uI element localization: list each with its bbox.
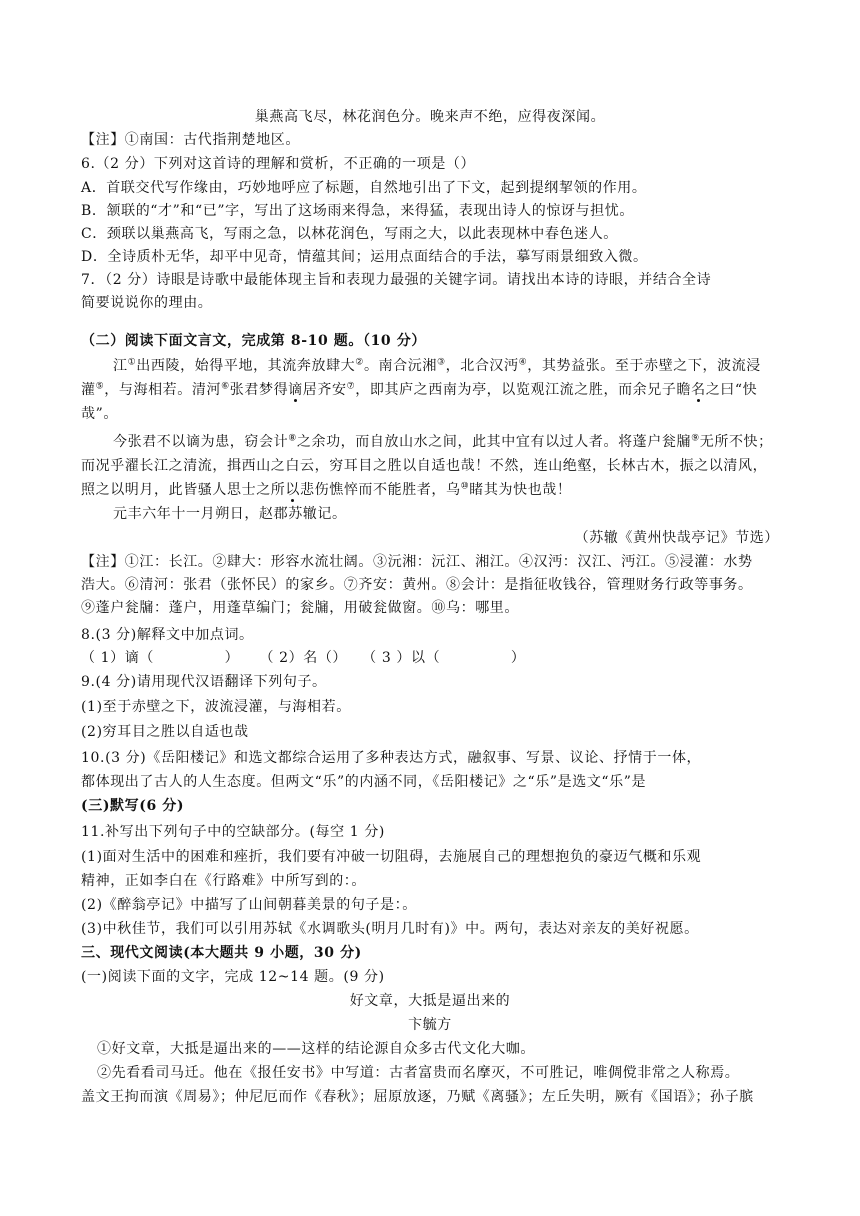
q11-item-3: (3)中秋佳节，我们可以引用苏轼《水调歌头(明月几时有)》中。两句，表达对亲友的美好祝愿。: [81, 921, 699, 937]
dotted-word-ming: 名: [691, 382, 706, 398]
q9-sentence-1: (1)至于赤壁之下，波流浸灌，与海相若。: [81, 699, 351, 715]
q6-option-a: A．首联交代写作缘由，巧妙地呼应了标题，自然地引出了下文，起到提纲挈领的作用。: [81, 180, 647, 196]
dotted-word-yi: 以: [285, 482, 301, 498]
classical-p2-line-1: 今张君不以谪为患，窃会计⑧之余功，而自放山水之间，此其中宜有以过人者。将蓬户瓮牖⑨无所不快；: [113, 433, 773, 450]
article-p2-line-1: ②先看看司马迁。他在《报任安书》中写道：古者富贵而名摩灭，不可胜记，唯倜傥非常之人称焉。: [97, 1065, 740, 1081]
classical-source: （苏辙《黄州快哉亭记》节选）: [574, 530, 779, 546]
section2-heading: （二）阅读下面文言文，完成第 8-10 题。（10 分）: [81, 333, 426, 349]
q11-item-2: (2)《醉翁亭记》中描写了山间朝暮美景的句子是：。: [81, 897, 417, 913]
article-p1: ①好文章，大抵是逼出来的——这样的结论源自众多古代文化大咖。: [97, 1041, 535, 1057]
q6-option-c: C．颈联以巢燕高飞，写雨之急，以林花润色，写雨之大，以此表现林中春色迷人。: [81, 226, 618, 242]
q8-blanks: （ 1）谪（ ） （ 2）名（） （ 3 ）以（ ）: [81, 650, 526, 666]
q6-stem: 6.（2 分）下列对这首诗的理解和赏析，不正确的一项是（）: [81, 156, 476, 172]
q7-line-1: 7．（2 分）诗眼是诗歌中最能体现主旨和表现力最强的关键字词。请找出本诗的诗眼，并结合全诗: [81, 272, 712, 288]
dotted-word-zhe: 谪: [288, 382, 303, 398]
classical-note-3: ⑨蓬户瓮牖：蓬户，用蓬草编门；瓮牖，用破瓮做窗。⑩乌：哪里。: [81, 600, 519, 616]
part3-heading: 三、现代文阅读(本大题共 9 小题，30 分): [81, 945, 362, 961]
classical-p2-line-2: 而况乎濯长江之清流，揖西山之白云，穷耳目之胜以自适也哉！不然，连山绝壑，长林古木，振之以清风，: [81, 458, 768, 474]
q8-stem: 8.(3 分)解释文中加点词。: [81, 627, 254, 643]
classical-note-2: 浩大。⑥清河：张君（张怀民）的家乡。⑦齐安：黄州。⑧会计：是指征收钱谷，管理财务行政等事务。: [81, 577, 753, 593]
section3-heading: (三)默写(6 分): [81, 798, 185, 814]
q11-item-1a: (1)面对生活中的困难和痤折，我们要有冲破一切阻碍，去施展自己的理想抱负的豪迈气概和乐观: [81, 849, 702, 865]
poem-note: 【注】①南国：古代指荆楚地区。: [81, 132, 300, 148]
q6-option-d: D．全诗质朴无华，却平中见奇，情蕴其间；运用点面结合的手法，摹写雨景细致入微。: [81, 249, 648, 265]
classical-p1-line-2: 灌⑤，与海相若。清河⑥张君梦得谪居齐安⑦，即其庐之西南为亭，以览观江流之胜，而余兄子瞻名之曰“快: [81, 381, 758, 398]
classical-p3: 元丰六年十一月朔日，赵郡苏辙记。: [113, 506, 347, 522]
classical-note-1: 【注】①江：长江。②肆大：形容水流壮阔。③沅湘：沅江、湘江。④汉沔：汉江、沔江。⑤浸灌：水势: [81, 554, 753, 570]
q10-line-1: 10.(3 分)《岳阳楼记》和选文都综合运用了多种表达方式，融叙事、写景、议论、抒情于一体，: [81, 750, 702, 766]
part3-subheading: (一)阅读下面的文字，完成 12~14 题。(9 分): [81, 969, 385, 985]
q7-line-2: 简要说说你的理由。: [81, 295, 213, 311]
q6-option-b: B．颔联的“才”和“已”字，写出了这场雨来得急，来得猛，表现出诗人的惊讶与担忧。: [81, 203, 634, 219]
classical-p1-line-3: 哉”。: [81, 406, 118, 422]
article-author: 卞毓方: [408, 1017, 452, 1033]
classical-p2-line-3: 照之以明月，此皆骚人思士之所以悲伤憔悴而不能胜者，乌⑩睹其为快也哉！: [81, 481, 572, 498]
article-title: 好文章，大抵是逼出来的: [349, 993, 511, 1009]
q11-stem: 11.补写出下列句子中的空缺部分。(每空 1 分): [81, 824, 385, 840]
q9-stem: 9.(4 分)请用现代汉语翻译下列句子。: [81, 674, 327, 690]
article-p2-line-2: 盖文王拘而演《周易》；仲尼厄而作《春秋》；屈原放逐，乃赋《离骚》；左丘失明，厥有《国语》；孙子膑: [81, 1089, 754, 1105]
q10-line-2: 都体现出了古人的人生态度。但两文“乐”的内涵不同，《岳阳楼记》之“乐”是选文“乐”是: [81, 774, 647, 790]
classical-p1-line-1: 江①出西陵，始得平地，其流奔放肆大②。南合沅湘③，北合汉沔④，其势益张。至于赤壁之下，波流浸: [113, 357, 761, 374]
q9-sentence-2: (2)穷耳目之胜以自适也哉: [81, 724, 249, 740]
poem-last-line: 巢燕高飞尽，林花润色分。晚来声不绝，应得夜深闻。: [254, 109, 606, 125]
q11-item-1b: 精神，正如李白在《行路难》中所写到的：。: [81, 873, 366, 889]
